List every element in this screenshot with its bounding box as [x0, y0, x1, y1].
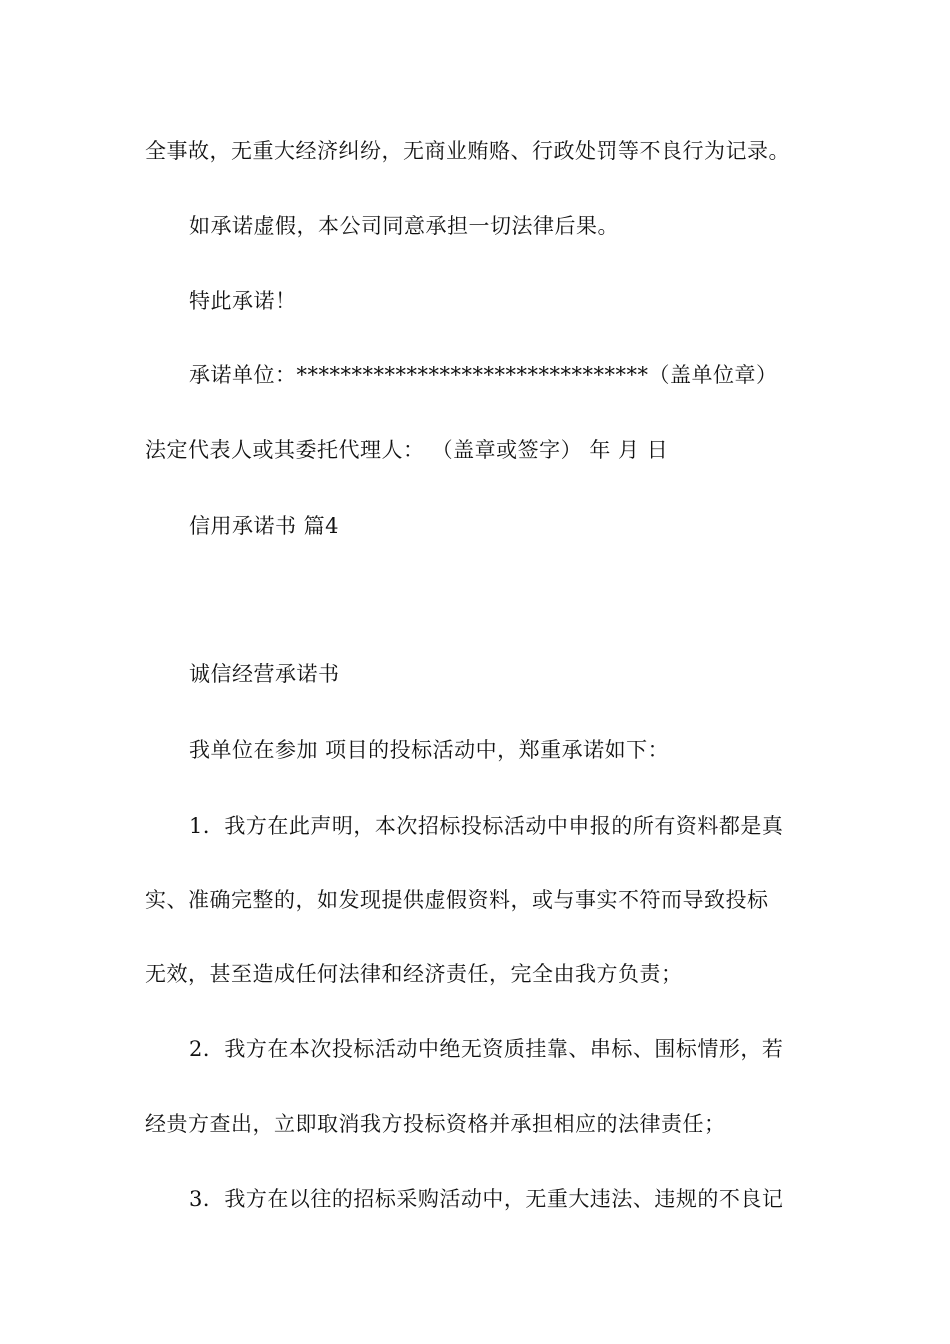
list-item-line: 无效，甚至造成任何法律和经济责任，完全由我方负责； — [145, 962, 683, 986]
section-heading: 信用承诺书 篇4 — [189, 514, 340, 538]
paragraph-line: 全事故，无重大经济纠纷，无商业贿赂、行政处罚等不良行为记录。 — [145, 139, 790, 163]
signature-representative-line: 法定代表人或其委托代理人： （盖章或签字） 年 月 日 — [145, 438, 669, 462]
paragraph-line: 我单位在参加 项目的投标活动中，郑重承诺如下： — [189, 738, 670, 762]
paragraph-line: 如承诺虚假，本公司同意承担一切法律后果。 — [189, 214, 619, 238]
signature-unit-line: 承诺单位：********************************（盖单位章） — [189, 363, 778, 387]
paragraph-line: 特此承诺！ — [189, 289, 297, 313]
list-item-line: 1．我方在此声明，本次招标投标活动中申报的所有资料都是真 — [189, 814, 784, 838]
document-title: 诚信经营承诺书 — [189, 662, 340, 686]
list-item-line: 经贵方查出，立即取消我方投标资格并承担相应的法律责任； — [145, 1112, 726, 1136]
list-item-line: 2．我方在本次投标活动中绝无资质挂靠、串标、围标情形，若 — [189, 1037, 784, 1061]
list-item-line: 3．我方在以往的招标采购活动中，无重大违法、违规的不良记 — [189, 1187, 784, 1211]
list-item-line: 实、准确完整的，如发现提供虚假资料，或与事实不符而导致投标 — [145, 888, 769, 912]
